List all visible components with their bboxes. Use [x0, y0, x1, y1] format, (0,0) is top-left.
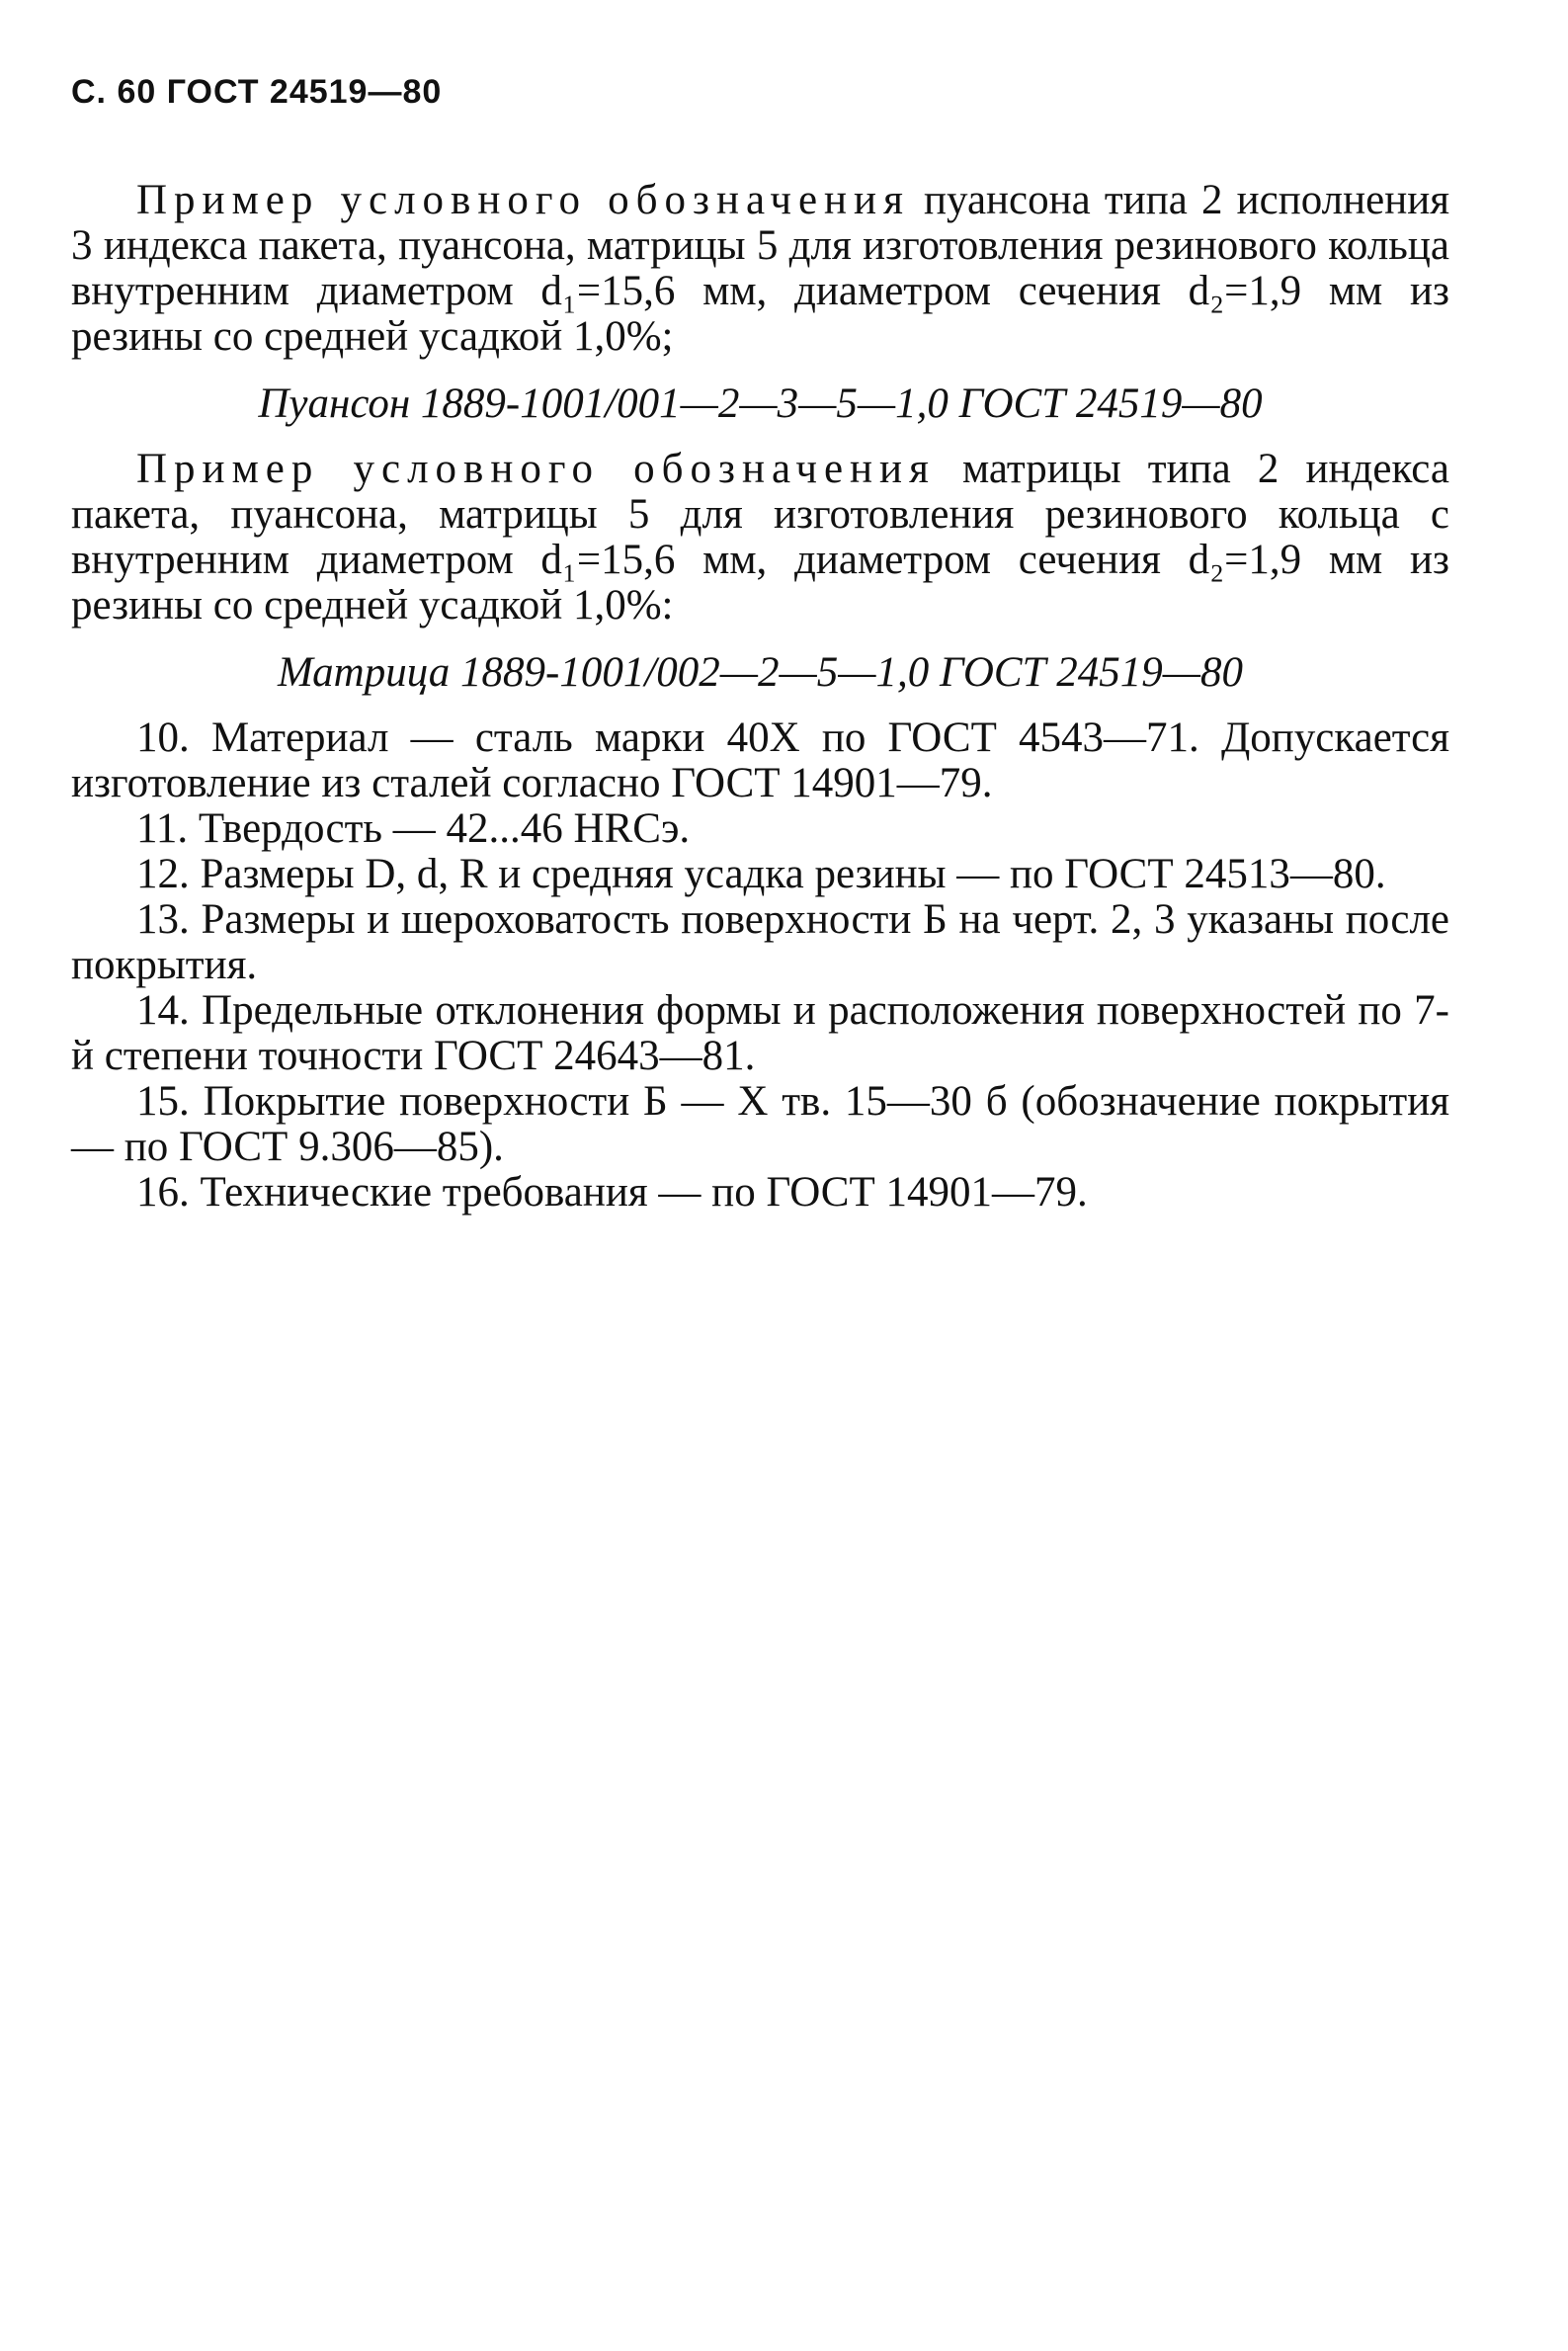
document-page: [71, 69, 1449, 1216]
example-2-designation: Матрица 1889-1001/002—2—5—1,0 ГОСТ 24519—80: [277, 649, 1244, 696]
requirement-item-16: 16. Технические требования — по ГОСТ 14901—79.: [136, 1169, 1088, 1216]
requirement-item-14: 14. Предельные отклонения формы и расположения поверхностей по 7-й степени точности ГОСТ 24643—81.: [71, 987, 1449, 1079]
requirement-item-15: 15. Покрытие поверхности Б — Х тв. 15—30 б (обозначение покрытия — по ГОСТ 9.306—85).: [71, 1078, 1449, 1170]
example-1-paragraph: [71, 178, 1449, 360]
example-1-text: пуансона типа 2 исполнения 3 индекса пакета, пуансона, матрицы 5 для изготовления резинового кольца внутренним диаметром d₁=15,6 мм, диаметром сечения d₂=1,9 мм из резины со средней усадкой 1,0%;: [71, 177, 1449, 360]
requirement-item-11: 11. Твердость — 42...46 HRCэ.: [136, 805, 691, 852]
requirement-item-12: 12. Размеры D, d, R и средняя усадка резины — по ГОСТ 24513—80.: [136, 851, 1386, 897]
requirement-item-10: 10. Материал — сталь марки 40Х по ГОСТ 4543—71. Допускается изготовление из сталей согласно ГОСТ 14901—79.: [71, 714, 1449, 806]
example-2-paragraph: [71, 447, 1449, 629]
requirement-item-13: 13. Размеры и шероховатость поверхности Б на черт. 2, 3 указаны после покрытия.: [71, 896, 1449, 988]
example-2-lead: Пример условного обозначения: [136, 446, 936, 492]
example-2-text: матрицы типа 2 индекса пакета, пуансона, матрицы 5 для изготовления резинового кольца с внутренним диаметром d₁=15,6 мм, диаметром сечения d₂=1,9 мм из резины со средней усадкой 1,0%:: [71, 446, 1449, 629]
page-header: С. 60 ГОСТ 24519—80: [71, 73, 443, 111]
example-1-designation: Пуансон 1889-1001/001—2—3—5—1,0 ГОСТ 24519—80: [258, 380, 1263, 427]
requirements-list: [71, 715, 1449, 1216]
example-1-lead: Пример условного обозначения: [136, 177, 910, 223]
